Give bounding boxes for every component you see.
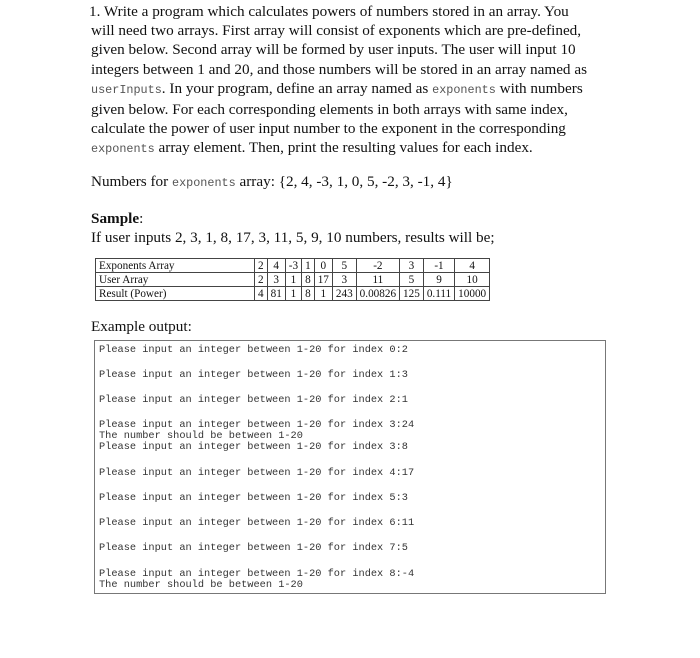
table-cell: 8 xyxy=(302,273,315,287)
table-cell: 4 xyxy=(267,259,285,273)
problem-line: given below. For each corresponding elements in both arrays with same index, xyxy=(91,101,568,119)
problem-line: will need two arrays. First array will consist of exponents which are pre-defined, xyxy=(91,22,582,40)
table-cell: 1 xyxy=(314,287,332,301)
table-cell: 3 xyxy=(400,259,424,273)
problem-line: 1. Write a program which calculates powers of numbers stored in an array. You xyxy=(89,3,569,20)
console-line: Please input an integer between 1-20 for index 8:-4 xyxy=(99,568,415,580)
problem-line xyxy=(91,138,611,159)
console-line: Please input an integer between 1-20 for index 3:8 xyxy=(99,441,408,453)
table-cell: 0.111 xyxy=(423,287,454,301)
table-cell: 4 xyxy=(455,259,490,273)
table-cell: 1 xyxy=(285,273,301,287)
problem-line: calculate the power of user input number to the exponent in the corresponding xyxy=(91,120,566,138)
table-cell: 0.00826 xyxy=(356,287,399,301)
table-cell: 3 xyxy=(267,273,285,287)
row-label: Result (Power) xyxy=(96,287,255,301)
code-exponents: exponents xyxy=(91,142,155,157)
table-cell: -1 xyxy=(423,259,454,273)
console-line: Please input an integer between 1-20 for index 3:24 xyxy=(99,419,415,431)
table-cell: 5 xyxy=(400,273,424,287)
exponents-numbers xyxy=(91,173,453,191)
table-cell: -2 xyxy=(356,259,399,273)
problem-line xyxy=(91,79,611,100)
table-cell: 2 xyxy=(255,273,268,287)
row-label: Exponents Array xyxy=(96,259,255,273)
console-line: Please input an integer between 1-20 for index 1:3 xyxy=(99,369,408,381)
sample-colon: : xyxy=(139,210,144,227)
table-cell: 81 xyxy=(267,287,285,301)
console-line: Please input an integer between 1-20 for index 7:5 xyxy=(99,542,408,554)
console-line: Please input an integer between 1-20 for index 0:2 xyxy=(99,344,408,356)
table-cell: 10 xyxy=(455,273,490,287)
console-line: The number should be between 1-20 xyxy=(99,579,303,591)
table-cell: 1 xyxy=(302,259,315,273)
problem-text: . In your program, define an array named as xyxy=(161,79,433,97)
table-cell: 2 xyxy=(255,259,268,273)
sample-description: If user inputs 2, 3, 1, 8, 17, 3, 11, 5, 9, 10 numbers, results will be; xyxy=(91,229,495,246)
table-cell: 10000 xyxy=(455,287,490,301)
table-cell: 17 xyxy=(314,273,332,287)
example-output-title: Example output: xyxy=(91,318,192,335)
table-row xyxy=(96,259,490,273)
problem-text: array element. Then, print the resulting values for each index. xyxy=(154,139,533,157)
table-cell: 0 xyxy=(314,259,332,273)
numbers-prefix: Numbers for xyxy=(91,173,172,190)
table-cell: 9 xyxy=(423,273,454,287)
console-line: Please input an integer between 1-20 for index 6:11 xyxy=(99,517,415,529)
table-cell: 5 xyxy=(332,259,356,273)
numbers-suffix: array: {2, 4, -3, 1, 0, 5, -2, 3, -1, 4} xyxy=(235,173,453,190)
code-exponents: exponents xyxy=(432,82,496,97)
table-cell: 1 xyxy=(285,287,301,301)
row-label: User Array xyxy=(96,273,255,287)
table-cell: 4 xyxy=(255,287,268,301)
problem-statement xyxy=(91,2,611,160)
console-line: Please input an integer between 1-20 for index 5:3 xyxy=(99,492,408,504)
table-cell: 3 xyxy=(332,273,356,287)
table-row xyxy=(96,287,490,301)
code-exponents: exponents xyxy=(171,176,236,190)
problem-line: given below. Second array will be formed by user inputs. The user will input 10 xyxy=(91,41,576,59)
console-line: The number should be between 1-20 xyxy=(99,430,303,442)
sample-heading xyxy=(91,210,143,228)
problem-line: integers between 1 and 20, and those numbers will be stored in an array named as xyxy=(91,60,587,78)
table-cell: 8 xyxy=(302,287,315,301)
sample-title: Sample xyxy=(91,210,140,227)
results-table xyxy=(95,258,490,301)
code-userinputs: userInputs xyxy=(91,82,162,97)
example-output-console xyxy=(94,340,606,594)
table-cell: -3 xyxy=(285,259,301,273)
console-line: Please input an integer between 1-20 for index 4:17 xyxy=(99,467,415,479)
table-cell: 243 xyxy=(332,287,356,301)
table-row xyxy=(96,273,490,287)
table-cell: 11 xyxy=(356,273,399,287)
results-table-body xyxy=(96,259,490,301)
console-line: Please input an integer between 1-20 for index 2:1 xyxy=(99,394,408,406)
problem-text: with numbers xyxy=(495,79,583,97)
table-cell: 125 xyxy=(400,287,424,301)
